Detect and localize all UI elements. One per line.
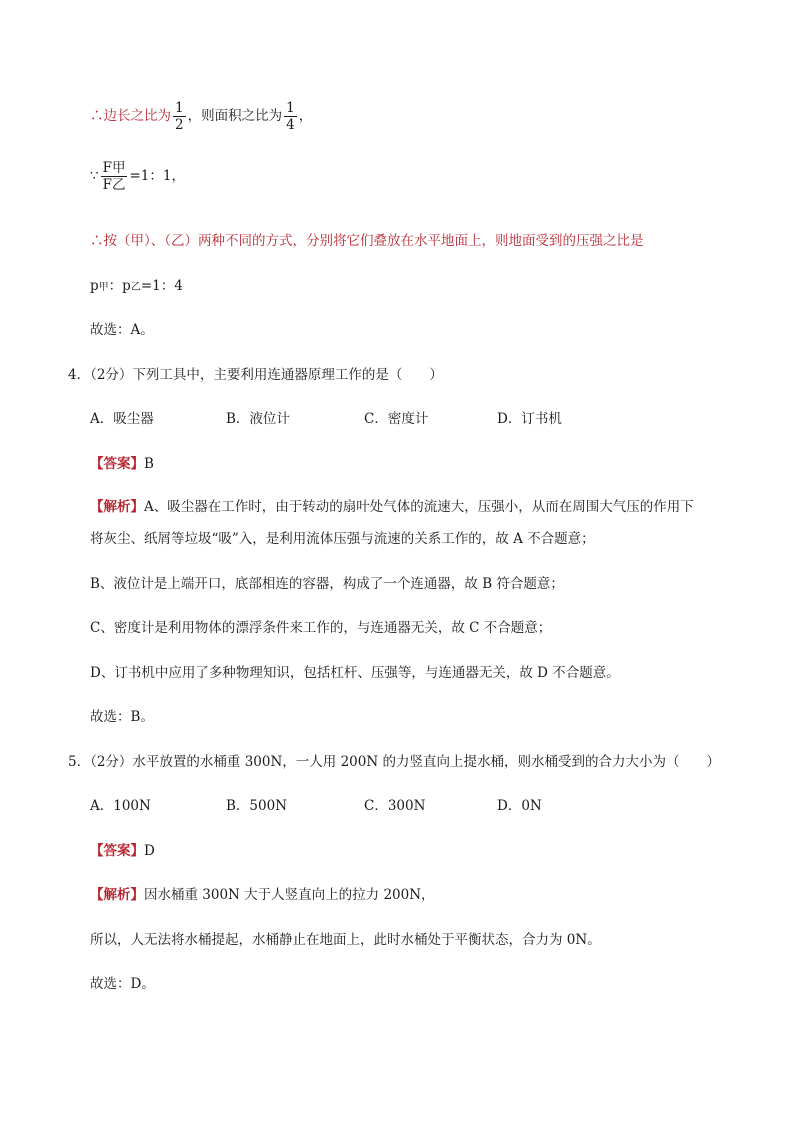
question-5: 5．（2分）水平放置的水桶重 300N，一人用 200N 的力竖直向上提水桶，则水桶受到的合力大小为（ ） — [68, 754, 720, 770]
solution-line-force — [90, 160, 185, 193]
q5-option-d: D．0N — [497, 798, 542, 814]
q5-analysis-2: 所以，人无法将水桶提起，水桶静止在地面上，此时水桶处于平衡状态，合力为 0N。 — [90, 932, 601, 948]
q5-option-a: A．100N — [90, 798, 151, 814]
question-4: 4．（2分）下列工具中，主要利用连通器原理工作的是（ ） — [68, 367, 443, 383]
q4-analysis-1-cont: 将灰尘、纸屑等垃圾“吸”入，是利用流体压强与流速的关系工作的，故 A 不合题意； — [90, 531, 595, 547]
q4-analysis-2: B、液位计是上端开口，底部相连的容器，构成了一个连通器，故 B 符合题意； — [90, 576, 564, 592]
analysis-tag: 【解析】 — [90, 499, 144, 515]
solution-line-pressure: p甲：p乙=1：4 — [90, 278, 183, 294]
q4-analysis-3: C、密度计是利用物体的漂浮条件来工作的，与连通器无关，故 C 不合题意； — [90, 620, 552, 636]
q4-answer — [90, 455, 154, 473]
answer-value: D — [144, 843, 155, 859]
q5-option-b: B．500N — [226, 798, 288, 814]
q4-option-b: B．液位计 — [226, 411, 290, 427]
solution-line-method: ∴按（甲）、（乙）两种不同的方式，分别将它们叠放在水平地面上，则地面受到的压强之比是 — [90, 233, 644, 249]
q4-conclusion: 故选：B。 — [90, 709, 154, 725]
solution-line-ratio — [90, 100, 312, 133]
q4-option-d: D．订书机 — [497, 411, 562, 427]
fraction-one-half: $\frac{1}{2}$ — [175, 100, 184, 133]
q5-conclusion: 故选：D。 — [90, 976, 155, 992]
q5-answer — [90, 842, 155, 860]
q4-option-a: A．吸尘器 — [90, 411, 154, 427]
ratio-text-2: ，则面积之比为 — [187, 108, 283, 124]
answer-value: B — [144, 456, 154, 472]
q5-analysis-1: 【解析】因水桶重 300N 大于人竖直向上的拉力 200N， — [90, 887, 435, 903]
q4-analysis-4: D、订书机中应用了多种物理知识，包括杠杆、压强等，与连通器无关，故 D 不合题意。 — [90, 665, 620, 681]
solution-conclusion-3: 故选：A。 — [90, 322, 154, 338]
fraction-one-quarter: $\frac{1}{4}$ — [286, 100, 295, 133]
ratio-text-end: ， — [298, 108, 313, 124]
analysis-tag: 【解析】 — [90, 887, 144, 903]
q5-option-c: C．300N — [364, 798, 426, 814]
because-symbol: ∵ — [90, 168, 99, 184]
answer-tag: 【答案】 — [90, 456, 144, 472]
q4-option-c: C．密度计 — [364, 411, 429, 427]
q4-analysis-1: 【解析】A、吸尘器在工作时，由于转动的扇叶处气体的流速大，压强小，从而在周围大气压的作用下 — [90, 499, 694, 515]
ratio-text-1: ∴边长之比为 — [90, 108, 171, 124]
force-ratio-value: =1：1， — [129, 168, 185, 184]
fraction-force-ratio: $\frac{\text{F甲}}{\text{F乙}}$ — [102, 160, 126, 193]
answer-tag: 【答案】 — [90, 843, 144, 859]
